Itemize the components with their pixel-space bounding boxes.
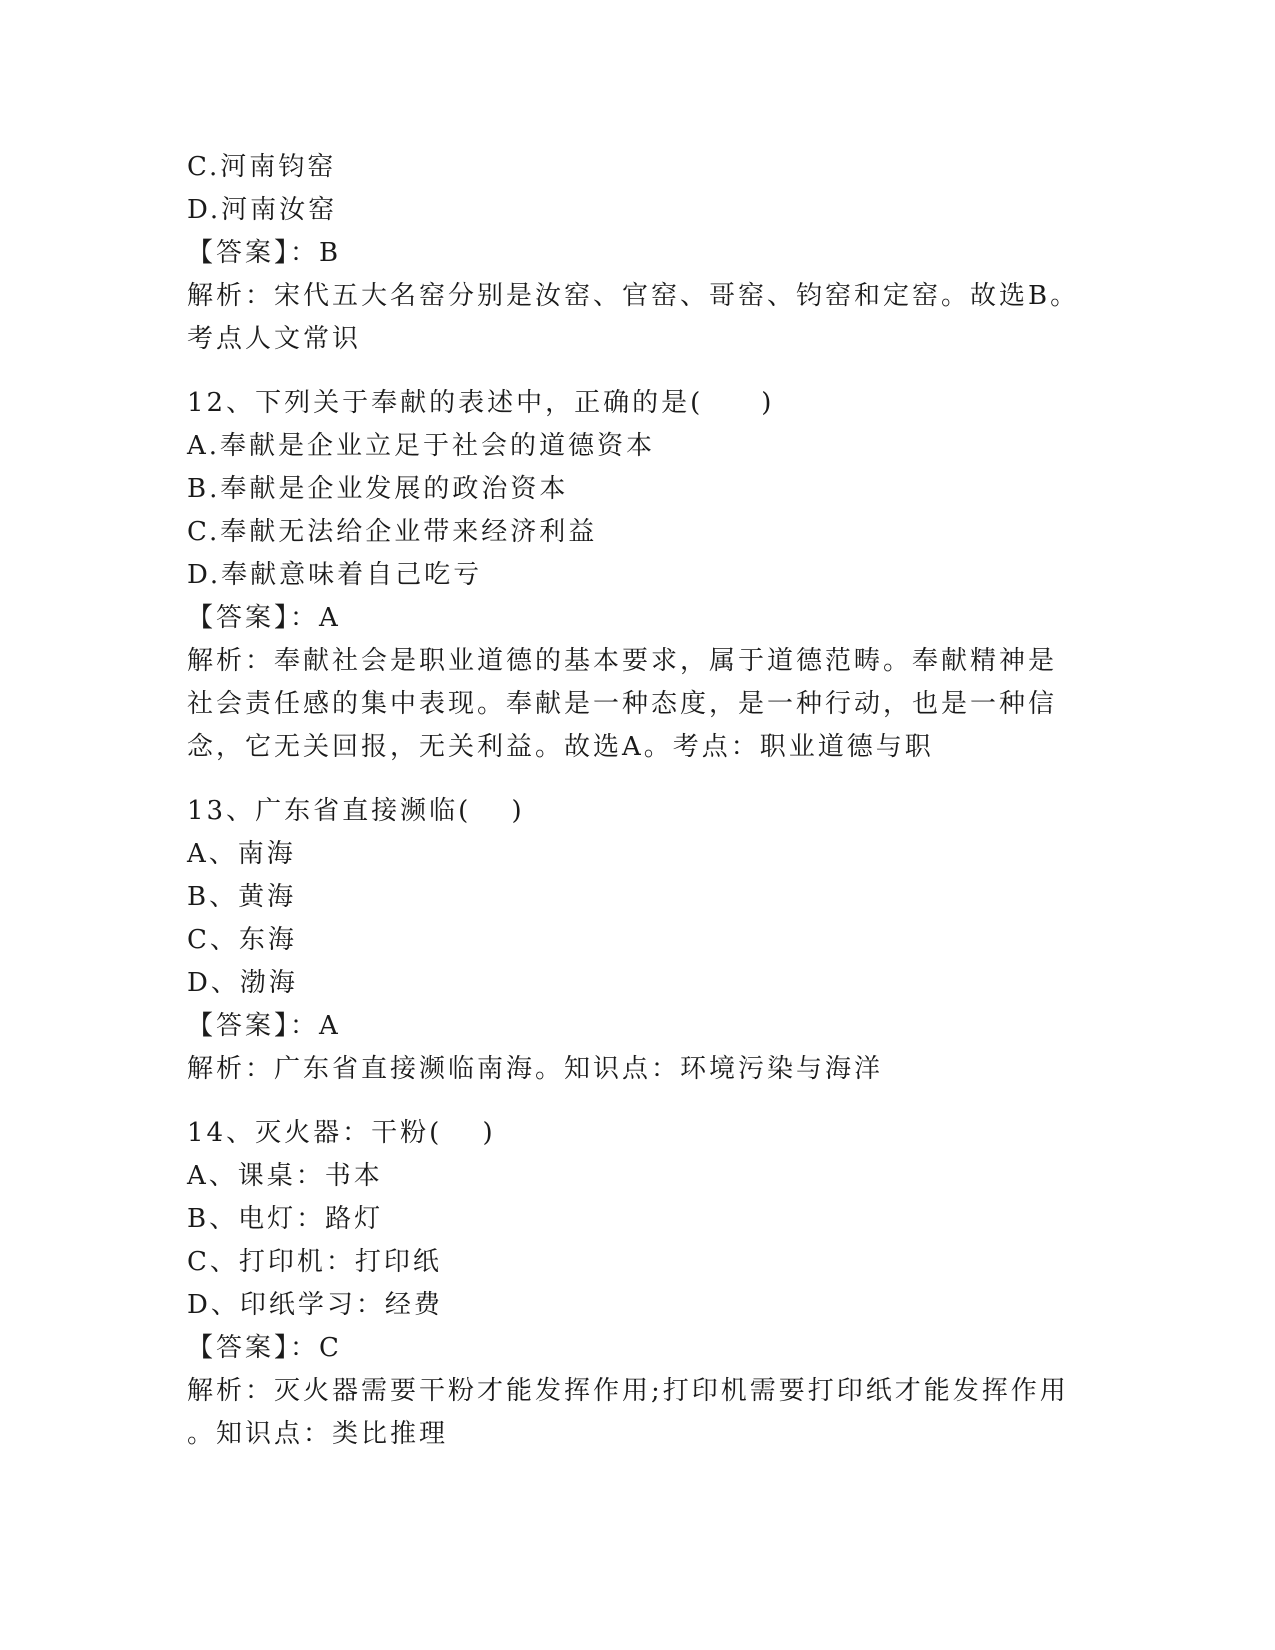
question-text: 14、灭火器：干粉( )	[187, 1118, 496, 1148]
question-11-tail	[187, 146, 1087, 361]
analysis-line: 解析：奉献社会是职业道德的基本要求，属于道德范畴。奉献精神是	[187, 646, 1058, 676]
analysis-line: 解析：灭火器需要干粉才能发挥作用;打印机需要打印纸才能发挥作用	[187, 1376, 1069, 1406]
option-d: D.奉献意味着自己吃亏	[187, 560, 483, 590]
question-13	[187, 790, 1087, 1091]
option-c: C、东海	[187, 925, 297, 955]
question-text: 12、下列关于奉献的表述中，正确的是( )	[187, 388, 775, 418]
answer: 【答案】：C	[187, 1333, 342, 1363]
option-c: C、打印机：打印纸	[187, 1247, 442, 1277]
option-a: A、南海	[187, 839, 296, 869]
analysis-line: 社会责任感的集中表现。奉献是一种态度，是一种行动，也是一种信	[187, 689, 1058, 719]
option-d: D、渤海	[187, 968, 298, 998]
question-12	[187, 382, 1087, 769]
analysis-line: 念，它无关回报，无关利益。故选A。考点：职业道德与职	[187, 732, 934, 762]
option-a: A、课桌：书本	[187, 1161, 383, 1191]
option-c: C.奉献无法给企业带来经济利益	[187, 517, 598, 547]
option-a: A.奉献是企业立足于社会的道德资本	[187, 431, 656, 461]
question-text: 13、广东省直接濒临( )	[187, 796, 525, 826]
answer: 【答案】：A	[187, 603, 341, 633]
analysis-line: 。知识点：类比推理	[187, 1419, 449, 1449]
option-b: B、电灯：路灯	[187, 1204, 384, 1234]
option-c: C.河南钧窑	[187, 152, 337, 182]
option-b: B.奉献是企业发展的政治资本	[187, 474, 569, 504]
option-d: D、印纸学习：经费	[187, 1290, 443, 1320]
analysis-line: 解析：宋代五大名窑分别是汝窑、官窑、哥窑、钧窑和定窑。故选B。	[187, 281, 1080, 311]
page-content	[187, 146, 1087, 1456]
answer: 【答案】：A	[187, 1011, 341, 1041]
option-d: D.河南汝窑	[187, 195, 338, 225]
analysis-line: 解析：广东省直接濒临南海。知识点：环境污染与海洋	[187, 1054, 884, 1084]
analysis-line: 考点人文常识	[187, 324, 362, 354]
answer: 【答案】：B	[187, 238, 342, 268]
option-b: B、黄海	[187, 882, 297, 912]
question-14	[187, 1112, 1087, 1456]
